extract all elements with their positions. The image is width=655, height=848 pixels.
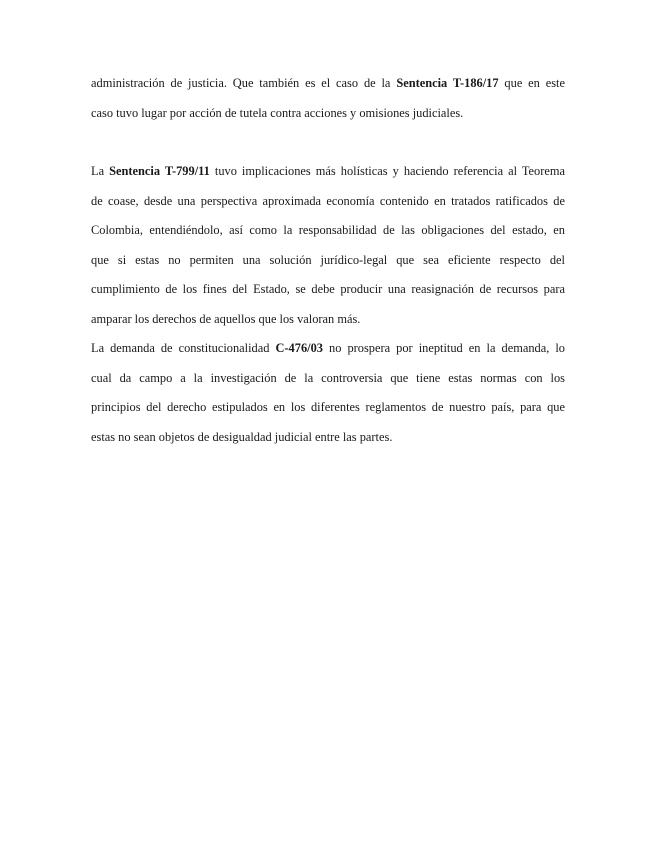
paragraph-sentencia-t-186-17 bbox=[91, 69, 565, 128]
text-line bbox=[91, 334, 565, 364]
text-line bbox=[91, 364, 565, 394]
paragraph-sentencia-t-799-11 bbox=[91, 157, 565, 334]
text-line bbox=[91, 187, 565, 217]
text-line bbox=[91, 305, 565, 335]
text-line bbox=[91, 423, 565, 453]
text-segment: Colombia, entendiéndolo, así como la responsabilidad de las obligaciones del estado, en bbox=[91, 223, 565, 237]
text-segment: que si estas no permiten una solución jurídico-legal que sea eficiente respecto del bbox=[91, 252, 565, 267]
text-line bbox=[91, 393, 565, 423]
text-segment: tuvo implicaciones más holísticas y haciendo referencia al Teorema bbox=[209, 164, 566, 178]
text-segment: administración de justicia. Que también es el caso de la bbox=[91, 76, 397, 90]
text-line bbox=[91, 99, 565, 129]
text-segment: La demanda de constitucionalidad bbox=[91, 341, 276, 355]
text-segment: que en este bbox=[498, 76, 565, 90]
text-segment: de coase, desde una perspectiva aproximada economía contenido en tratados ratificados de bbox=[91, 193, 565, 208]
text-line bbox=[91, 216, 565, 246]
text-segment: no prospera por ineptitud en la demanda, lo bbox=[322, 341, 565, 355]
text-segment: amparar los derechos de aquellos que los valoran más. bbox=[91, 311, 361, 326]
case-reference: Sentencia T-186/17 bbox=[396, 76, 499, 90]
text-segment: principios del derecho estipulados en los diferentes reglamentos de nuestro país, para que bbox=[91, 400, 565, 414]
case-reference: C-476/03 bbox=[275, 341, 323, 355]
text-line bbox=[91, 275, 565, 305]
case-reference: Sentencia T-799/11 bbox=[109, 164, 210, 178]
text-line bbox=[91, 246, 565, 276]
text-line bbox=[91, 157, 565, 187]
text-segment: cumplimiento de los fines del Estado, se debe producir una reasignación de recursos para bbox=[91, 282, 565, 296]
text-segment: La bbox=[91, 164, 110, 178]
text-line bbox=[91, 69, 565, 99]
text-segment: caso tuvo lugar por acción de tutela contra acciones y omisiones judiciales. bbox=[91, 105, 464, 120]
text-segment: estas no sean objetos de desigualdad judicial entre las partes. bbox=[91, 429, 393, 444]
text-segment: cual da campo a la investigación de la controversia que tiene estas normas con los bbox=[91, 370, 565, 385]
paragraph-demanda-c-476-03 bbox=[91, 334, 565, 452]
